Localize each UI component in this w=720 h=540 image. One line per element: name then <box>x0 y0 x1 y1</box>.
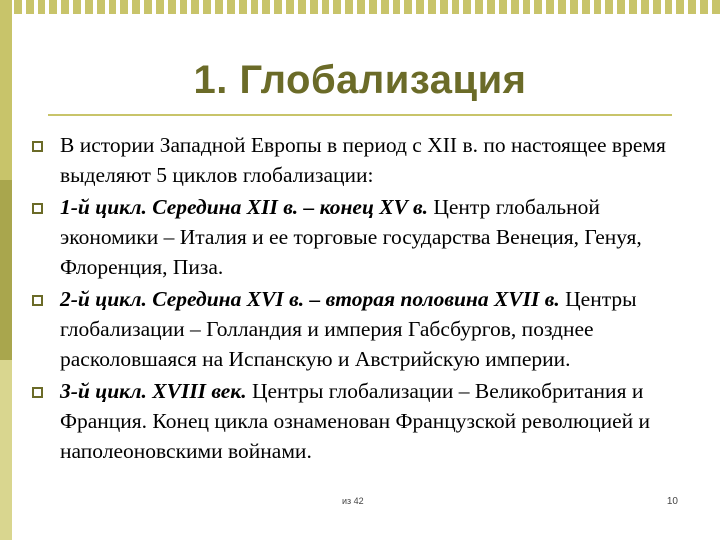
top-bar-tick <box>546 0 554 14</box>
top-bar-tick <box>381 0 389 14</box>
top-bar-tick <box>393 0 401 14</box>
top-bar-tick <box>452 0 460 14</box>
top-bar-tick <box>14 0 22 14</box>
bullet-text: Центр глобальной экономики – Италия и ее торговые государства Венеция, Генуя, Флоренция, Пиза. <box>60 195 642 279</box>
top-bar-tick <box>688 0 696 14</box>
top-decorative-bar <box>14 0 720 14</box>
bullet-item <box>30 376 680 466</box>
top-bar-tick <box>641 0 649 14</box>
top-bar-tick <box>570 0 578 14</box>
top-bar-tick <box>239 0 247 14</box>
page-number: 10 <box>666 496 678 507</box>
top-bar-tick <box>61 0 69 14</box>
top-bar-tick <box>109 0 117 14</box>
top-bar-tick <box>49 0 57 14</box>
top-bar-tick <box>191 0 199 14</box>
top-bar-tick <box>653 0 661 14</box>
top-bar-tick <box>203 0 211 14</box>
top-bar-tick <box>85 0 93 14</box>
slide-title: 1. Глобализация <box>193 58 527 102</box>
top-bar-tick <box>440 0 448 14</box>
top-bar-tick <box>251 0 259 14</box>
top-bar-tick <box>712 0 720 14</box>
top-bar-tick <box>487 0 495 14</box>
cycle-heading: 3-й цикл. XVIII век. <box>60 379 247 403</box>
top-bar-tick <box>168 0 176 14</box>
top-bar-tick <box>180 0 188 14</box>
cycle-heading: 1-й цикл. Середина XII в. – конец XV в. <box>60 195 428 219</box>
top-bar-tick <box>428 0 436 14</box>
top-bar-tick <box>416 0 424 14</box>
top-bar-tick <box>676 0 684 14</box>
title-underline <box>48 114 672 116</box>
top-bar-tick <box>345 0 353 14</box>
stripe-segment <box>0 180 12 360</box>
top-bar-tick <box>605 0 613 14</box>
top-bar-tick <box>156 0 164 14</box>
top-bar-tick <box>26 0 34 14</box>
top-bar-tick <box>97 0 105 14</box>
top-bar-tick <box>523 0 531 14</box>
top-bar-tick <box>665 0 673 14</box>
top-bar-tick <box>357 0 365 14</box>
top-bar-tick <box>499 0 507 14</box>
top-bar-tick <box>558 0 566 14</box>
top-bar-tick <box>286 0 294 14</box>
square-bullet-icon <box>32 203 43 214</box>
top-bar-tick <box>274 0 282 14</box>
bullet-text: Центры глобализации – Голландия и империя Габсбургов, позднее расколовшаяся на Испанскую и Австрийскую империи. <box>60 287 637 371</box>
top-bar-tick <box>298 0 306 14</box>
slide-count: из 42 <box>342 496 364 506</box>
top-bar-tick <box>582 0 590 14</box>
top-bar-tick <box>73 0 81 14</box>
top-bar-tick <box>534 0 542 14</box>
top-bar-tick <box>144 0 152 14</box>
top-bar-tick <box>511 0 519 14</box>
square-bullet-icon <box>32 141 43 152</box>
top-bar-tick <box>594 0 602 14</box>
top-bar-tick <box>227 0 235 14</box>
bullet-item <box>30 192 680 282</box>
square-bullet-icon <box>32 295 43 306</box>
top-bar-tick <box>215 0 223 14</box>
top-bar-tick <box>629 0 637 14</box>
top-bar-tick <box>120 0 128 14</box>
top-bar-tick <box>333 0 341 14</box>
top-bar-tick <box>132 0 140 14</box>
top-bar-tick <box>310 0 318 14</box>
square-bullet-icon <box>32 387 43 398</box>
top-bar-tick <box>475 0 483 14</box>
top-bar-tick <box>700 0 708 14</box>
bullet-text: Центры глобализации – Великобритания и Франция. Конец цикла ознаменован Французской революцией и наполеоновскими войнами. <box>60 379 651 463</box>
bullet-item <box>30 284 680 374</box>
top-bar-tick <box>322 0 330 14</box>
stripe-segment <box>0 360 12 540</box>
top-bar-tick <box>38 0 46 14</box>
cycle-heading: 2-й цикл. Середина XVI в. – вторая половина XVII в. <box>60 287 560 311</box>
top-bar-tick <box>369 0 377 14</box>
bullet-text: В истории Западной Европы в период с XII в. по настоящее время выделяют 5 циклов глобализации: <box>60 133 666 187</box>
top-bar-tick <box>404 0 412 14</box>
top-bar-tick <box>262 0 270 14</box>
slide-content <box>30 130 680 468</box>
top-bar-tick <box>617 0 625 14</box>
top-bar-tick <box>463 0 471 14</box>
bullet-item <box>30 130 680 190</box>
